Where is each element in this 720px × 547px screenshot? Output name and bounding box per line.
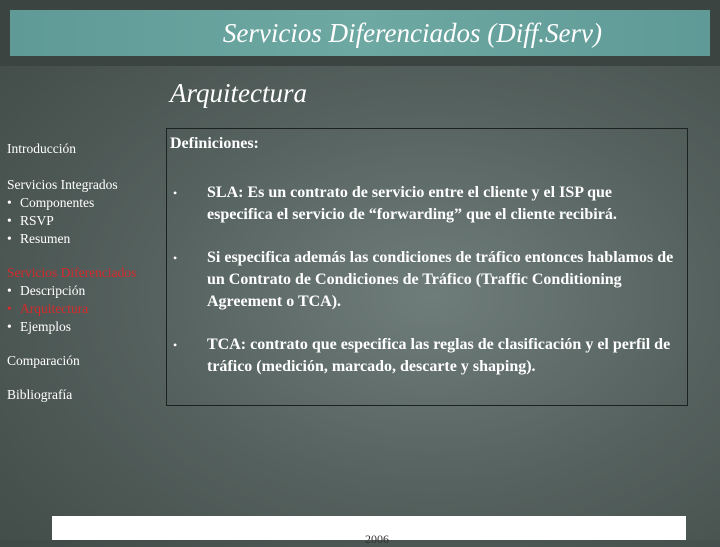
sidebar-item-bibliografia[interactable]: Bibliografía — [7, 387, 73, 402]
sidebar-nav — [7, 140, 167, 404]
definition-point-tca — [173, 334, 678, 378]
slide-title: Servicios Diferenciados (Diff.Serv) — [222, 17, 602, 48]
sidebar-subitem-descripcion[interactable]: • Descripción — [7, 283, 86, 298]
definition-point-traffic-conditions — [173, 247, 678, 313]
definitions-heading: Definiciones: — [170, 135, 259, 152]
bullet-icon: • — [173, 338, 178, 352]
sidebar-item-servicios-diferenciados[interactable]: Servicios Diferenciados — [7, 265, 137, 280]
definition-text: SLA: Es un contrato de servicio entre el cliente y el ISP que especifica el servicio de “forwarding” que el cliente recibirá. — [207, 184, 617, 223]
definition-text: TCA: contrato que especifica las reglas de clasificación y el perfil de tráfico (medición, marcado, descarte y shaping). — [207, 336, 671, 375]
bullet-icon: • — [173, 251, 178, 265]
footer-text: 2006 — [365, 532, 389, 546]
sidebar-subitem-resumen[interactable]: • Resumen — [7, 231, 71, 246]
sidebar-subitem-rsvp[interactable]: • RSVP — [7, 213, 54, 228]
sidebar-item-introduccion[interactable]: Introducción — [7, 141, 76, 156]
sidebar-subitem-arquitectura[interactable]: • Arquitectura — [7, 301, 89, 316]
slide-subtitle: Arquitectura — [170, 78, 307, 108]
bullet-icon: • — [173, 186, 178, 200]
sidebar-subitem-componentes[interactable]: • Componentes — [7, 195, 95, 210]
sidebar-subitem-ejemplos[interactable]: • Ejemplos — [7, 319, 71, 334]
sidebar-item-servicios-integrados[interactable]: Servicios Integrados — [7, 177, 118, 192]
sidebar-item-comparacion[interactable]: Comparación — [7, 353, 80, 368]
definition-point-sla — [173, 182, 678, 226]
definition-text: Si especifica además las condiciones de tráfico entonces hablamos de un Contrato de Condiciones de Tráfico (Traffic Conditioning Agreement o TCA). — [207, 249, 674, 310]
